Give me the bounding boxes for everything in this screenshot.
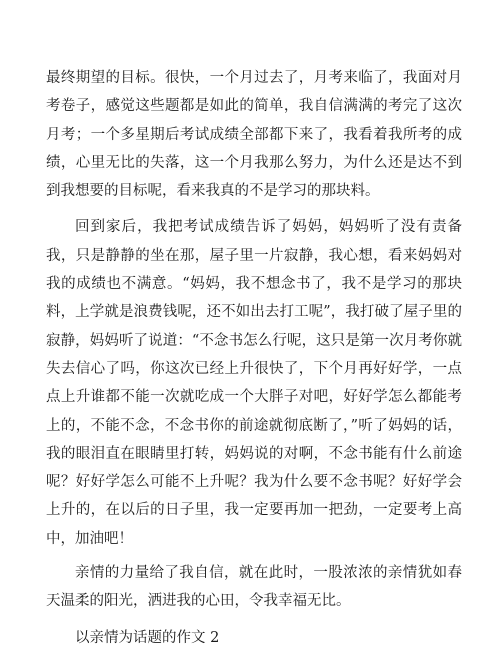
paragraph-1: 最终期望的目标。很快，一个月过去了，月考来临了，我面对月考卷子，感觉这些题都是如此的简单，我自信满满的考完了这次月考；一个多星期后考试成绩全部都下来了，我看着我所考的成绩，心里无比的失落，这一个月我那么努力，为什么还是达不到到我想要的目标呢，看来我真的不是学习的那块料。 bbox=[46, 70, 462, 200]
paragraph-3: 亲情的力量给了我自信，就在此时，一股浓浓的亲情犹如春天温柔的阳光，洒进我的心田，令我幸福无比。 bbox=[46, 565, 462, 610]
next-section-heading: 以亲情为话题的作文 2 bbox=[75, 629, 220, 646]
article-body bbox=[46, 64, 462, 652]
paragraph-2: 回到家后，我把考试成绩告诉了妈妈，妈妈听了没有责备我，只是静静的坐在那，屋子里一片寂静，我心想，看来妈妈对我的成绩也不满意。“妈妈，我不想念书了，我不是学习的那块料，上学就是浪费钱呢，还不如出去打工呢”，我打破了屋子里的寂静，妈妈听了说道：“不念书怎么行呢，这只是第一次月考你就失去信心了吗，你这次已经上升很快了，下个月再好好学，一点点上升谁都不能一次就吃成一个大胖子对吧，好好学怎么都能考上的，不能不念，不念书你的前途就彻底断了，”听了妈妈的话，我的眼泪直在眼睛里打转，妈妈说的对啊，不念书能有什么前途呢？好好学怎么可能不上升呢？我为什么要不念书呢？好好学会上升的，在以后的日子里，我一定要再加一把劲，一定要考上高中，加油吧！ bbox=[46, 219, 462, 547]
